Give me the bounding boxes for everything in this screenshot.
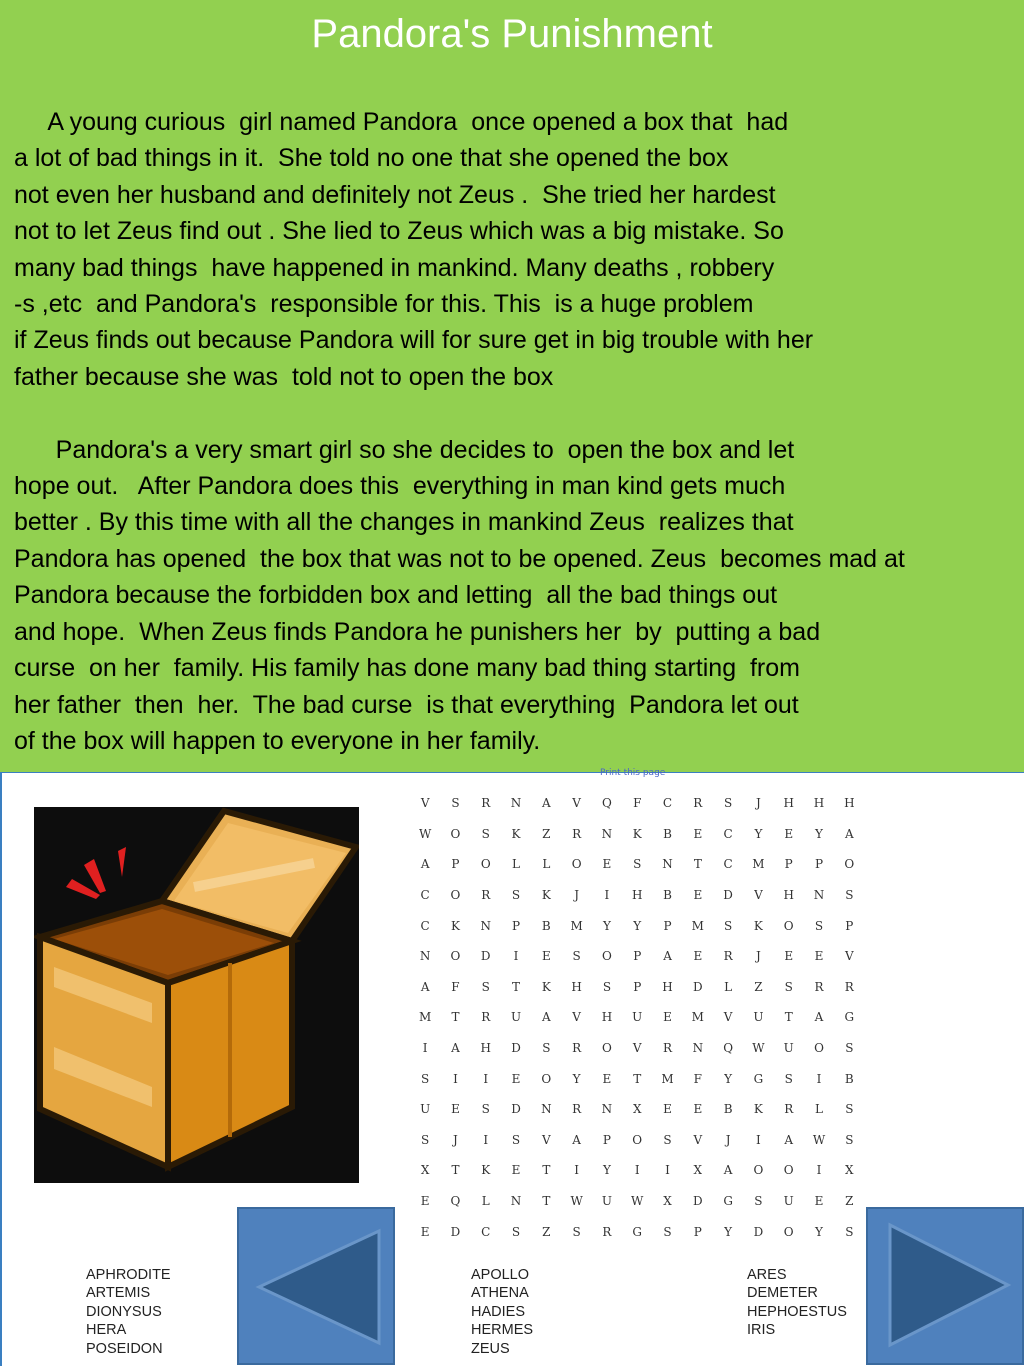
grid-row (410, 972, 864, 1003)
grid-letter: P (845, 918, 854, 933)
grid-letter: S (663, 1132, 672, 1147)
grid-letter: X (632, 1102, 642, 1117)
grid-letter: H (813, 796, 825, 811)
grid-letter: S (724, 796, 733, 811)
grid-letter: B (663, 888, 672, 903)
story-line: if Zeus finds out because Pandora will for sure get in big trouble with her (14, 326, 814, 355)
grid-letter: D (511, 1041, 521, 1056)
grid-letter: S (511, 1224, 521, 1239)
grid-letter: M (691, 918, 704, 933)
grid-letter: E (511, 1163, 521, 1178)
grid-letter: M (661, 1071, 674, 1086)
grid-letter: Y (815, 1224, 823, 1239)
grid-letter: R (572, 1041, 582, 1056)
grid-letter: I (422, 1041, 428, 1056)
word-list-item: ARTEMIS (86, 1285, 151, 1302)
page-title: Pandora's Punishment (311, 12, 713, 56)
grid-letter: O (450, 888, 461, 903)
story-line: Pandora's a very smart girl so she decides to open the box and let (14, 435, 795, 464)
grid-letter: R (844, 979, 854, 994)
grid-letter: R (663, 1041, 673, 1056)
grid-letter: R (481, 1010, 491, 1025)
grid-letter: E (693, 1102, 703, 1117)
grid-letter: Y (602, 918, 611, 933)
grid-letter: Y (815, 826, 823, 841)
grid-letter: Q (602, 796, 612, 811)
arrow-right-icon (868, 1209, 1024, 1367)
grid-letter: P (693, 1224, 702, 1239)
grid-letter: G (753, 1071, 764, 1086)
grid-letter: V (723, 1010, 733, 1025)
grid-letter: I (816, 1071, 822, 1086)
grid-letter: N (813, 888, 825, 903)
grid-letter: L (512, 857, 521, 872)
grid-letter: V (693, 1132, 703, 1147)
grid-letter: U (601, 1194, 612, 1209)
grid-letter: E (541, 949, 551, 964)
grid-letter: J (756, 949, 761, 964)
grid-letter: A (542, 796, 551, 811)
grid-letter: I (665, 1163, 670, 1178)
grid-row (410, 941, 864, 972)
grid-letter: D (511, 1102, 521, 1117)
grid-letter: S (481, 826, 490, 841)
grid-letter: S (663, 1224, 672, 1239)
grid-letter: B (844, 1071, 854, 1086)
grid-letter: W (631, 1194, 644, 1209)
word-list-item: IRIS (747, 1322, 776, 1339)
grid-letter: M (752, 857, 765, 872)
grid-letter: A (420, 857, 430, 872)
grid-letter: U (420, 1102, 431, 1117)
grid-letter: C (723, 826, 733, 841)
grid-letter: T (451, 1163, 460, 1178)
open-box-icon (34, 807, 359, 1183)
story-line: hope out. After Pandora does this everything in man kind gets much (14, 472, 786, 501)
grid-letter: J (725, 1132, 731, 1147)
grid-letter: I (816, 1163, 822, 1178)
grid-letter: P (784, 857, 793, 872)
grid-letter: S (572, 949, 581, 964)
grid-letter: N (480, 918, 491, 933)
word-list-item: HERA (86, 1322, 127, 1339)
word-list-item: POSEIDON (86, 1340, 163, 1357)
story-line: a lot of bad things in it. She told no one that she opened the box (14, 144, 729, 173)
grid-letter: S (602, 979, 612, 994)
grid-letter: T (784, 1010, 793, 1025)
grid-letter: P (602, 1132, 611, 1147)
grid-letter: T (512, 979, 521, 994)
grid-letter: I (604, 888, 610, 903)
word-list-item: APHRODITE (86, 1267, 171, 1283)
grid-letter: H (844, 796, 855, 811)
grid-row (410, 1063, 864, 1094)
story-line: many bad things have happened in mankind. Many deaths , robbery (14, 253, 775, 282)
grid-letter: N (601, 826, 613, 841)
grid-letter: D (753, 1224, 764, 1239)
grid-letter: O (814, 1041, 824, 1056)
grid-letter: I (453, 1071, 458, 1086)
grid-letter: P (663, 918, 672, 933)
grid-letter: D (693, 1194, 703, 1209)
grid-letter: I (634, 1163, 640, 1178)
word-list-item: APOLLO (471, 1267, 530, 1283)
grid-letter: U (632, 1010, 643, 1025)
grid-letter: E (602, 1071, 612, 1086)
grid-letter: I (574, 1163, 579, 1178)
grid-letter: V (572, 1010, 581, 1025)
grid-letter: Y (724, 1071, 733, 1086)
story-line: Pandora because the forbidden box and letting all the bad things out (14, 581, 778, 610)
grid-letter: A (451, 1041, 460, 1056)
grid-letter: O (480, 857, 491, 872)
grid-letter: I (483, 1071, 489, 1086)
grid-letter: F (693, 1071, 702, 1086)
grid-letter: R (602, 1224, 612, 1239)
grid-letter: N (419, 949, 431, 964)
grid-letter: M (570, 918, 583, 933)
grid-letter: Y (754, 826, 763, 841)
story-line: her father then her. The bad curse is that everything Pandora let out (14, 690, 799, 719)
word-list-item: HEPHOESTUS (747, 1303, 847, 1320)
grid-letter: E (784, 949, 794, 964)
grid-letter: P (512, 918, 521, 933)
grid-letter: X (693, 1163, 703, 1178)
grid-letter: A (784, 1132, 794, 1147)
grid-letter: A (572, 1132, 581, 1147)
grid-row (410, 1216, 864, 1247)
grid-letter: R (481, 796, 491, 811)
grid-letter: V (632, 1041, 642, 1056)
grid-letter: N (510, 796, 522, 811)
grid-letter: N (662, 857, 673, 872)
grid-letter: O (602, 949, 612, 964)
grid-letter: S (451, 796, 460, 811)
grid-letter: A (814, 1010, 824, 1025)
grid-letter: D (693, 979, 703, 994)
story-line: A young curious girl named Pandora once opened a box that had (14, 108, 789, 136)
word-list-item: HERMES (471, 1322, 534, 1339)
grid-letter: P (633, 979, 642, 994)
grid-letter: N (601, 1102, 613, 1117)
grid-letter: F (451, 979, 460, 994)
grid-letter: S (542, 1041, 551, 1056)
grid-letter: T (451, 1010, 460, 1025)
grid-letter: E (814, 949, 824, 964)
grid-letter: R (723, 949, 733, 964)
grid-letter: V (420, 796, 430, 811)
grid-letter: W (812, 1132, 826, 1147)
grid-letter: K (753, 918, 763, 933)
open-box-illustration (34, 807, 359, 1183)
grid-letter: Y (724, 1224, 733, 1239)
grid-letter: Z (542, 826, 551, 841)
word-list-column-1 (86, 1266, 171, 1358)
grid-letter: X (663, 1194, 672, 1209)
grid-letter: O (602, 1041, 612, 1056)
grid-letter: X (420, 1163, 430, 1178)
grid-letter: A (844, 826, 854, 841)
grid-letter: R (814, 979, 824, 994)
grid-letter: S (724, 918, 733, 933)
grid-letter: S (421, 1071, 430, 1086)
grid-letter: C (420, 888, 430, 903)
grid-letter: C (723, 857, 733, 872)
grid-letter: O (783, 1224, 794, 1239)
story-line: -s ,etc and Pandora's responsible for this. This is a huge problem (14, 290, 754, 319)
grid-letter: W (752, 1041, 765, 1056)
grid-letter: S (845, 1041, 854, 1056)
grid-row (410, 880, 864, 911)
grid-letter: I (513, 949, 519, 964)
grid-letter: M (691, 1010, 704, 1025)
grid-letter: J (756, 796, 761, 811)
grid-letter: C (662, 796, 673, 811)
grid-row (410, 910, 864, 941)
grid-letter: O (753, 1163, 764, 1178)
grid-letter: A (723, 1163, 733, 1178)
grid-letter: Q (723, 1041, 734, 1056)
grid-letter: K (450, 918, 460, 933)
grid-letter: L (542, 857, 551, 872)
grid-letter: S (814, 918, 824, 933)
grid-letter: I (756, 1132, 761, 1147)
word-list-item: ATHENA (471, 1285, 529, 1302)
story-line: Pandora has opened the box that was not to be opened. Zeus becomes mad at (14, 544, 905, 573)
grid-letter: W (570, 1194, 583, 1209)
grid-letter: H (480, 1041, 491, 1056)
grid-letter: E (420, 1224, 430, 1239)
grid-letter: E (602, 857, 612, 872)
grid-letter: E (420, 1194, 430, 1209)
grid-letter: H (571, 979, 582, 994)
grid-letter: S (754, 1194, 763, 1209)
grid-letter: S (845, 1102, 854, 1117)
grid-letter: G (632, 1224, 643, 1239)
grid-letter: Z (754, 979, 763, 994)
next-button[interactable] (866, 1207, 1024, 1365)
story-line: and hope. When Zeus finds Pandora he punishers her by putting a bad (14, 617, 821, 646)
grid-letter: C (481, 1224, 491, 1239)
grid-letter: Z (542, 1224, 551, 1239)
grid-letter: P (451, 857, 460, 872)
grid-letter: J (574, 888, 580, 903)
story-line: better . By this time with all the changes in mankind Zeus realizes that (14, 508, 794, 537)
grid-row (410, 849, 864, 880)
grid-letter: U (783, 1194, 794, 1209)
grid-letter: P (814, 857, 824, 872)
word-list-item: ZEUS (471, 1340, 510, 1357)
grid-letter: K (541, 888, 551, 903)
grid-letter: A (663, 949, 672, 964)
grid-row (410, 1125, 864, 1156)
story-text (14, 104, 1019, 759)
grid-letter: E (663, 1102, 672, 1117)
grid-letter: E (784, 826, 794, 841)
grid-letter: S (845, 1132, 854, 1147)
grid-letter: H (631, 888, 643, 903)
word-list-item: HADIES (471, 1303, 525, 1320)
grid-letter: K (632, 826, 642, 841)
grid-letter: S (784, 1071, 793, 1086)
grid-letter: V (542, 1132, 551, 1147)
word-list-column-2 (471, 1266, 533, 1358)
grid-letter: R (693, 796, 703, 811)
grid-letter: S (481, 979, 490, 994)
grid-letter: Q (450, 1194, 461, 1209)
grid-letter: B (541, 918, 551, 933)
grid-letter: T (633, 1071, 642, 1086)
grid-letter: E (693, 949, 703, 964)
grid-letter: E (814, 1194, 824, 1209)
grid-letter: M (419, 1010, 432, 1025)
grid-letter: E (663, 1010, 672, 1025)
grid-letter: K (481, 1163, 491, 1178)
grid-letter: E (451, 1102, 460, 1117)
grid-letter: N (510, 1194, 522, 1209)
grid-letter: S (421, 1132, 430, 1147)
grid-letter: F (633, 796, 642, 811)
grid-row (410, 1002, 864, 1033)
grid-letter: Z (845, 1194, 854, 1209)
grid-letter: R (572, 1102, 582, 1117)
grid-letter: I (483, 1132, 489, 1147)
grid-letter: K (511, 826, 521, 841)
grid-letter: V (754, 888, 763, 903)
grid-letter: D (450, 1224, 461, 1239)
story-line: not even her husband and definitely not Zeus . She tried her hardest (14, 180, 776, 209)
grid-letter: U (510, 1010, 522, 1025)
grid-letter: Y (633, 918, 642, 933)
grid-letter: R (784, 1102, 794, 1117)
grid-row (410, 1186, 864, 1217)
grid-letter: U (783, 1041, 794, 1056)
grid-letter: R (481, 888, 491, 903)
grid-letter: O (632, 1132, 643, 1147)
grid-letter: U (753, 1010, 764, 1025)
print-page-link[interactable]: Print this page (600, 768, 666, 778)
grid-letter: S (784, 979, 793, 994)
grid-letter: S (511, 1132, 521, 1147)
grid-letter: P (633, 949, 642, 964)
grid-letter: H (783, 888, 794, 903)
story-line: father because she was told not to open the box (14, 362, 554, 391)
grid-letter: S (572, 1224, 581, 1239)
story-line: not to let Zeus find out . She lied to Zeus which was a big mistake. So (14, 217, 784, 246)
grid-letter: X (845, 1163, 854, 1178)
arrow-left-icon (239, 1209, 397, 1367)
grid-letter: H (783, 796, 794, 811)
grid-letter: W (418, 826, 432, 841)
grid-letter: E (511, 1071, 521, 1086)
grid-letter: O (541, 1071, 552, 1086)
grid-letter: N (541, 1102, 552, 1117)
grid-row (410, 1094, 864, 1125)
grid-row (410, 819, 864, 850)
grid-letter: L (481, 1194, 490, 1209)
word-search-grid (410, 788, 864, 1247)
grid-letter: O (450, 826, 461, 841)
grid-letter: J (453, 1132, 458, 1147)
grid-letter: K (753, 1102, 763, 1117)
word-list-item: DIONYSUS (86, 1303, 162, 1320)
grid-letter: G (723, 1194, 733, 1209)
grid-letter: S (481, 1102, 490, 1117)
grid-letter: A (420, 979, 430, 994)
grid-row (410, 788, 864, 819)
grid-letter: Y (602, 1163, 611, 1178)
grid-letter: D (480, 949, 491, 964)
word-list-item: DEMETER (747, 1285, 818, 1302)
grid-letter: B (663, 826, 672, 841)
grid-letter: G (844, 1010, 855, 1025)
grid-letter: O (844, 857, 855, 872)
grid-row (410, 1033, 864, 1064)
grid-letter: N (692, 1041, 704, 1056)
grid-letter: L (724, 979, 733, 994)
story-line: of the box will happen to everyone in her family. (14, 726, 541, 755)
grid-letter: O (571, 857, 582, 872)
grid-letter: S (845, 1224, 854, 1239)
story-line: curse on her family. His family has done many bad thing starting from (14, 654, 800, 683)
grid-letter: S (633, 857, 642, 872)
grid-letter: D (723, 888, 733, 903)
grid-row (410, 1155, 864, 1186)
grid-letter: T (542, 1163, 551, 1178)
grid-letter: H (662, 979, 673, 994)
grid-letter: A (542, 1010, 551, 1025)
grid-letter: L (815, 1102, 823, 1117)
grid-letter: S (845, 888, 854, 903)
grid-letter: K (541, 979, 551, 994)
story-line (14, 395, 1019, 431)
grid-letter: V (572, 796, 581, 811)
grid-letter: O (450, 949, 461, 964)
grid-letter: C (420, 918, 430, 933)
grid-letter: T (542, 1194, 551, 1209)
grid-letter: V (844, 949, 854, 964)
grid-letter: O (783, 1163, 794, 1178)
grid-letter: B (723, 1102, 733, 1117)
grid-letter: Y (572, 1071, 581, 1086)
grid-letter: S (511, 888, 521, 903)
grid-letter: R (572, 826, 582, 841)
word-list-column-3 (747, 1266, 847, 1340)
grid-letter: H (601, 1010, 613, 1025)
grid-letter: O (783, 918, 794, 933)
grid-letter: E (693, 888, 703, 903)
word-list-item: ARES (747, 1267, 787, 1283)
previous-button[interactable] (237, 1207, 395, 1365)
grid-letter: E (693, 826, 703, 841)
grid-letter: T (693, 857, 702, 872)
